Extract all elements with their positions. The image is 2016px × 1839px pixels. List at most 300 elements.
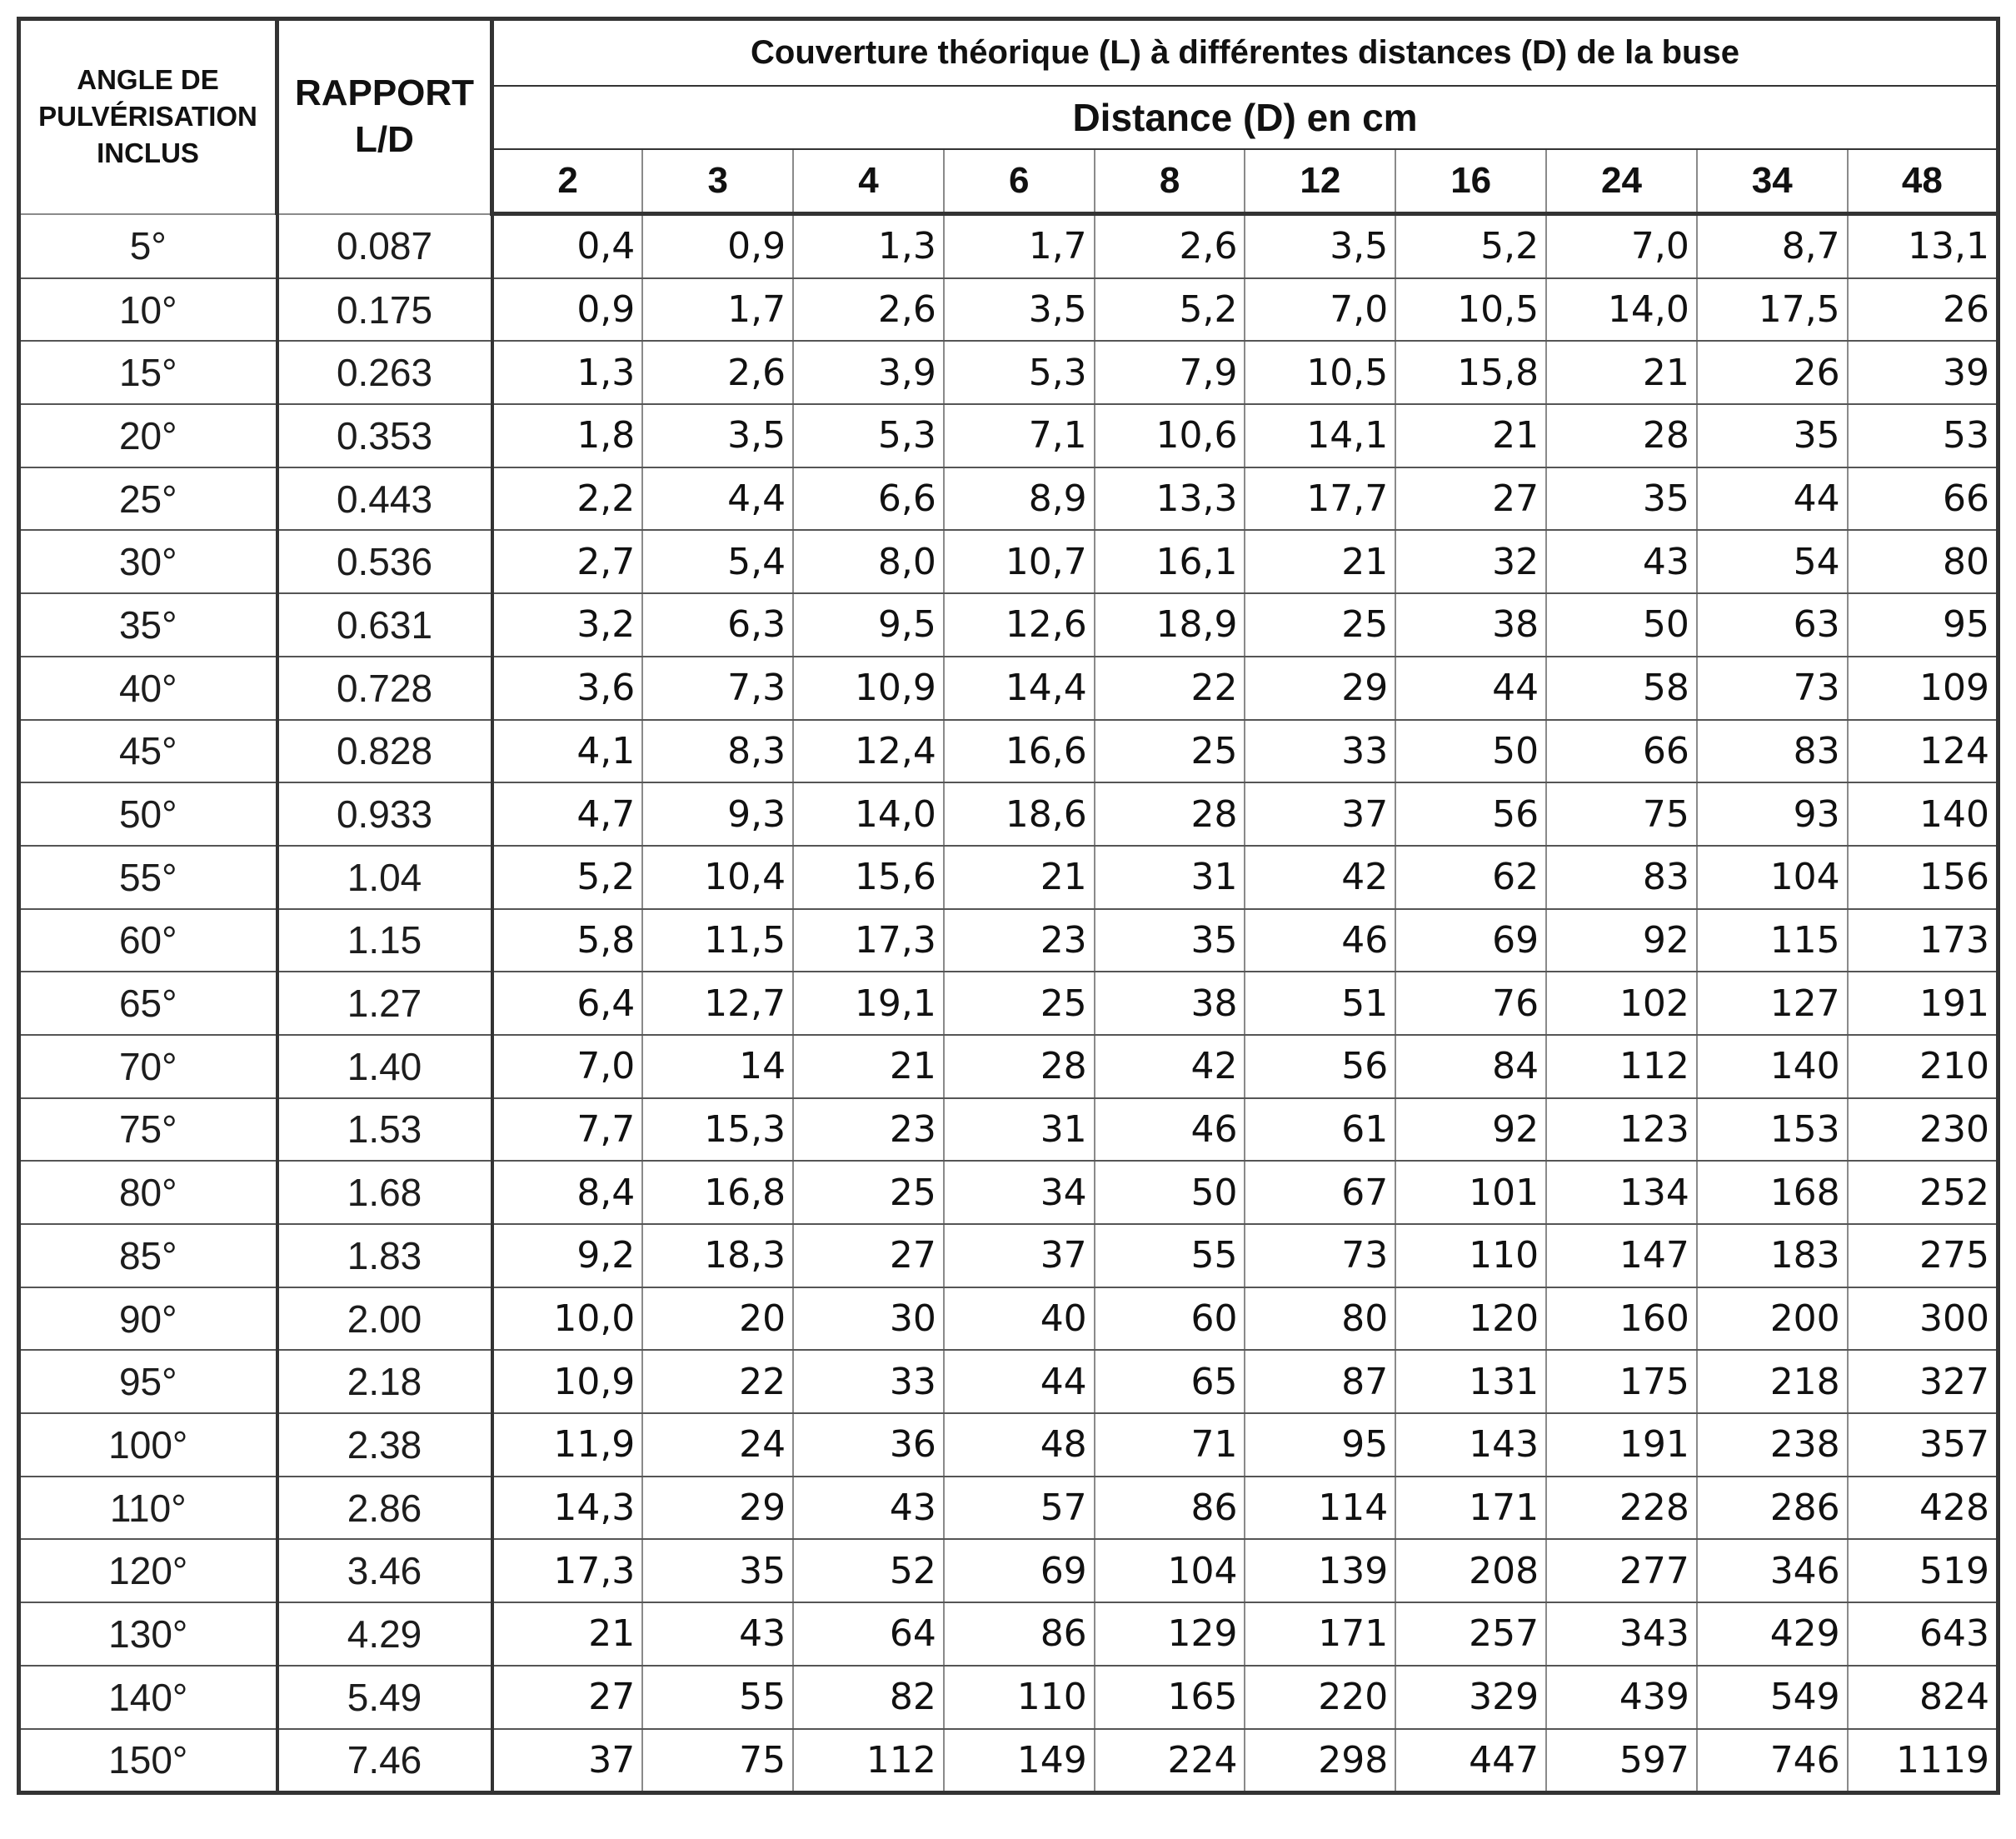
coverage-cell: 42 — [1245, 846, 1395, 909]
coverage-cell: 33 — [793, 1350, 944, 1413]
angle-cell: 80° — [19, 1161, 277, 1224]
coverage-cell: 53 — [1848, 404, 1999, 467]
coverage-cell: 14,1 — [1245, 404, 1395, 467]
coverage-cell: 228 — [1546, 1477, 1697, 1540]
coverage-cell: 12,6 — [944, 593, 1095, 657]
coverage-cell: 44 — [1697, 467, 1848, 531]
coverage-cell: 9,5 — [793, 593, 944, 657]
coverage-cell: 27 — [793, 1224, 944, 1287]
distance-header-cell: 3 — [642, 149, 793, 214]
table-row — [19, 1666, 1999, 1729]
coverage-cell: 4,4 — [642, 467, 793, 531]
coverage-cell: 28 — [944, 1035, 1095, 1098]
coverage-cell: 147 — [1546, 1224, 1697, 1287]
coverage-cell: 3,2 — [492, 593, 643, 657]
coverage-cell: 95 — [1848, 593, 1999, 657]
coverage-cell: 64 — [793, 1602, 944, 1666]
coverage-cell: 447 — [1395, 1729, 1546, 1793]
coverage-table-container — [17, 17, 1996, 1795]
angle-cell: 45° — [19, 720, 277, 783]
coverage-cell: 15,3 — [642, 1098, 793, 1162]
angle-cell: 15° — [19, 341, 277, 404]
ratio-cell: 0.443 — [277, 467, 492, 531]
coverage-cell: 277 — [1546, 1539, 1697, 1602]
coverage-cell: 746 — [1697, 1729, 1848, 1793]
coverage-cell: 22 — [1095, 657, 1245, 720]
coverage-cell: 55 — [642, 1666, 793, 1729]
coverage-cell: 57 — [944, 1477, 1095, 1540]
table-row — [19, 1098, 1999, 1162]
ratio-cell: 1.83 — [277, 1224, 492, 1287]
coverage-cell: 439 — [1546, 1666, 1697, 1729]
coverage-cell: 18,6 — [944, 782, 1095, 846]
coverage-cell: 8,7 — [1697, 214, 1848, 278]
distance-header-cell: 34 — [1697, 149, 1848, 214]
coverage-cell: 171 — [1395, 1477, 1546, 1540]
coverage-cell: 40 — [944, 1287, 1095, 1351]
ratio-cell: 2.86 — [277, 1477, 492, 1540]
coverage-cell: 298 — [1245, 1729, 1395, 1793]
spray-coverage-table — [17, 17, 2000, 1795]
coverage-cell: 31 — [944, 1098, 1095, 1162]
coverage-cell: 44 — [944, 1350, 1095, 1413]
coverage-cell: 16,1 — [1095, 530, 1245, 593]
coverage-cell: 7,0 — [1245, 278, 1395, 342]
coverage-cell: 67 — [1245, 1161, 1395, 1224]
coverage-cell: 16,8 — [642, 1161, 793, 1224]
coverage-cell: 26 — [1697, 341, 1848, 404]
coverage-cell: 252 — [1848, 1161, 1999, 1224]
ratio-cell: 7.46 — [277, 1729, 492, 1793]
coverage-cell: 83 — [1546, 846, 1697, 909]
table-row — [19, 1161, 1999, 1224]
coverage-cell: 2,6 — [1095, 214, 1245, 278]
coverage-cell: 286 — [1697, 1477, 1848, 1540]
ratio-cell: 1.68 — [277, 1161, 492, 1224]
coverage-cell: 44 — [1395, 657, 1546, 720]
angle-cell: 55° — [19, 846, 277, 909]
coverage-cell: 29 — [642, 1477, 793, 1540]
table-row — [19, 467, 1999, 531]
coverage-cell: 14,0 — [793, 782, 944, 846]
coverage-cell: 50 — [1395, 720, 1546, 783]
coverage-cell: 50 — [1546, 593, 1697, 657]
coverage-cell: 93 — [1697, 782, 1848, 846]
ratio-cell: 5.49 — [277, 1666, 492, 1729]
table-row — [19, 530, 1999, 593]
coverage-cell: 220 — [1245, 1666, 1395, 1729]
distance-header-cell: 6 — [944, 149, 1095, 214]
coverage-cell: 2,7 — [492, 530, 643, 593]
coverage-cell: 153 — [1697, 1098, 1848, 1162]
coverage-cell: 191 — [1546, 1413, 1697, 1477]
coverage-cell: 8,9 — [944, 467, 1095, 531]
coverage-cell: 21 — [1546, 341, 1697, 404]
coverage-cell: 25 — [793, 1161, 944, 1224]
coverage-cell: 7,0 — [1546, 214, 1697, 278]
coverage-cell: 9,2 — [492, 1224, 643, 1287]
coverage-cell: 51 — [1245, 972, 1395, 1035]
angle-cell: 90° — [19, 1287, 277, 1351]
table-row — [19, 278, 1999, 342]
coverage-cell: 8,3 — [642, 720, 793, 783]
coverage-cell: 5,3 — [944, 341, 1095, 404]
table-row — [19, 1477, 1999, 1540]
coverage-cell: 329 — [1395, 1666, 1546, 1729]
coverage-cell: 5,8 — [492, 909, 643, 972]
coverage-cell: 65 — [1095, 1350, 1245, 1413]
table-row — [19, 1602, 1999, 1666]
coverage-cell: 1,7 — [944, 214, 1095, 278]
angle-cell: 120° — [19, 1539, 277, 1602]
coverage-cell: 5,2 — [1095, 278, 1245, 342]
angle-cell: 30° — [19, 530, 277, 593]
coverage-cell: 127 — [1697, 972, 1848, 1035]
coverage-cell: 1119 — [1848, 1729, 1999, 1793]
coverage-cell: 37 — [492, 1729, 643, 1793]
coverage-cell: 14 — [642, 1035, 793, 1098]
distance-header-cell: 48 — [1848, 149, 1999, 214]
coverage-cell: 191 — [1848, 972, 1999, 1035]
coverage-cell: 36 — [793, 1413, 944, 1477]
coverage-cell: 429 — [1697, 1602, 1848, 1666]
ratio-cell: 0.828 — [277, 720, 492, 783]
angle-cell: 130° — [19, 1602, 277, 1666]
coverage-cell: 21 — [944, 846, 1095, 909]
angle-cell: 50° — [19, 782, 277, 846]
table-row — [19, 1035, 1999, 1098]
coverage-cell: 46 — [1095, 1098, 1245, 1162]
coverage-cell: 549 — [1697, 1666, 1848, 1729]
coverage-cell: 21 — [793, 1035, 944, 1098]
coverage-cell: 112 — [793, 1729, 944, 1793]
coverage-cell: 110 — [1395, 1224, 1546, 1287]
coverage-cell: 10,5 — [1395, 278, 1546, 342]
ratio-cell: 3.46 — [277, 1539, 492, 1602]
angle-cell: 85° — [19, 1224, 277, 1287]
coverage-cell: 69 — [1395, 909, 1546, 972]
angle-cell: 40° — [19, 657, 277, 720]
coverage-cell: 17,7 — [1245, 467, 1395, 531]
ratio-cell: 0.728 — [277, 657, 492, 720]
coverage-cell: 56 — [1245, 1035, 1395, 1098]
coverage-cell: 5,2 — [492, 846, 643, 909]
table-header — [19, 19, 1999, 214]
coverage-cell: 43 — [642, 1602, 793, 1666]
coverage-cell: 92 — [1546, 909, 1697, 972]
coverage-cell: 19,1 — [793, 972, 944, 1035]
angle-cell: 5° — [19, 214, 277, 278]
coverage-cell: 38 — [1395, 593, 1546, 657]
coverage-cell: 37 — [944, 1224, 1095, 1287]
coverage-cell: 1,3 — [492, 341, 643, 404]
coverage-cell: 80 — [1848, 530, 1999, 593]
ratio-cell: 1.40 — [277, 1035, 492, 1098]
coverage-cell: 102 — [1546, 972, 1697, 1035]
coverage-cell: 6,6 — [793, 467, 944, 531]
distance-header-cell: 4 — [793, 149, 944, 214]
table-row — [19, 1413, 1999, 1477]
coverage-cell: 66 — [1848, 467, 1999, 531]
angle-cell: 65° — [19, 972, 277, 1035]
table-row — [19, 1539, 1999, 1602]
coverage-cell: 73 — [1697, 657, 1848, 720]
coverage-cell: 23 — [793, 1098, 944, 1162]
coverage-cell: 824 — [1848, 1666, 1999, 1729]
coverage-cell: 63 — [1697, 593, 1848, 657]
coverage-cell: 300 — [1848, 1287, 1999, 1351]
coverage-cell: 112 — [1546, 1035, 1697, 1098]
coverage-cell: 16,6 — [944, 720, 1095, 783]
coverage-cell: 52 — [793, 1539, 944, 1602]
coverage-cell: 80 — [1245, 1287, 1395, 1351]
coverage-cell: 5,3 — [793, 404, 944, 467]
coverage-cell: 37 — [1245, 782, 1395, 846]
coverage-cell: 75 — [642, 1729, 793, 1793]
coverage-cell: 218 — [1697, 1350, 1848, 1413]
coverage-cell: 6,3 — [642, 593, 793, 657]
coverage-cell: 3,9 — [793, 341, 944, 404]
coverage-cell: 208 — [1395, 1539, 1546, 1602]
angle-cell: 110° — [19, 1477, 277, 1540]
ratio-cell: 0.933 — [277, 782, 492, 846]
coverage-cell: 1,3 — [793, 214, 944, 278]
angle-cell: 35° — [19, 593, 277, 657]
coverage-cell: 2,2 — [492, 467, 643, 531]
table-row — [19, 593, 1999, 657]
coverage-cell: 42 — [1095, 1035, 1245, 1098]
coverage-cell: 139 — [1245, 1539, 1395, 1602]
coverage-cell: 13,1 — [1848, 214, 1999, 278]
distance-header-cell: 2 — [492, 149, 643, 214]
coverage-cell: 7,1 — [944, 404, 1095, 467]
coverage-cell: 31 — [1095, 846, 1245, 909]
coverage-cell: 62 — [1395, 846, 1546, 909]
coverage-cell: 200 — [1697, 1287, 1848, 1351]
ratio-cell: 0.087 — [277, 214, 492, 278]
coverage-cell: 175 — [1546, 1350, 1697, 1413]
table-row — [19, 782, 1999, 846]
coverage-cell: 35 — [1697, 404, 1848, 467]
coverage-cell: 28 — [1095, 782, 1245, 846]
coverage-cell: 238 — [1697, 1413, 1848, 1477]
ratio-cell: 1.15 — [277, 909, 492, 972]
coverage-cell: 8,4 — [492, 1161, 643, 1224]
table-row — [19, 1729, 1999, 1793]
ratio-cell: 0.175 — [277, 278, 492, 342]
coverage-cell: 27 — [492, 1666, 643, 1729]
angle-cell: 100° — [19, 1413, 277, 1477]
coverage-cell: 38 — [1095, 972, 1245, 1035]
coverage-cell: 428 — [1848, 1477, 1999, 1540]
coverage-cell: 71 — [1095, 1413, 1245, 1477]
coverage-cell: 48 — [944, 1413, 1095, 1477]
coverage-cell: 156 — [1848, 846, 1999, 909]
coverage-cell: 21 — [492, 1602, 643, 1666]
coverage-cell: 140 — [1848, 782, 1999, 846]
distance-title: Distance (D) en cm — [492, 86, 1999, 149]
ratio-cell: 2.38 — [277, 1413, 492, 1477]
coverage-cell: 149 — [944, 1729, 1095, 1793]
coverage-cell: 76 — [1395, 972, 1546, 1035]
coverage-cell: 14,0 — [1546, 278, 1697, 342]
ratio-cell: 1.27 — [277, 972, 492, 1035]
coverage-cell: 43 — [793, 1477, 944, 1540]
coverage-cell: 84 — [1395, 1035, 1546, 1098]
table-row — [19, 1350, 1999, 1413]
ratio-cell: 4.29 — [277, 1602, 492, 1666]
coverage-cell: 15,8 — [1395, 341, 1546, 404]
table-row — [19, 909, 1999, 972]
coverage-cell: 23 — [944, 909, 1095, 972]
table-row — [19, 214, 1999, 278]
ratio-cell: 0.353 — [277, 404, 492, 467]
coverage-cell: 10,0 — [492, 1287, 643, 1351]
coverage-cell: 10,5 — [1245, 341, 1395, 404]
angle-cell: 60° — [19, 909, 277, 972]
ratio-cell: 2.18 — [277, 1350, 492, 1413]
coverage-cell: 124 — [1848, 720, 1999, 783]
coverage-cell: 519 — [1848, 1539, 1999, 1602]
coverage-cell: 140 — [1697, 1035, 1848, 1098]
coverage-cell: 327 — [1848, 1350, 1999, 1413]
coverage-cell: 5,2 — [1395, 214, 1546, 278]
coverage-cell: 86 — [944, 1602, 1095, 1666]
table-row — [19, 972, 1999, 1035]
coverage-cell: 22 — [642, 1350, 793, 1413]
coverage-cell: 4,7 — [492, 782, 643, 846]
coverage-cell: 34 — [944, 1161, 1095, 1224]
coverage-cell: 10,7 — [944, 530, 1095, 593]
coverage-cell: 58 — [1546, 657, 1697, 720]
angle-cell: 150° — [19, 1729, 277, 1793]
coverage-cell: 6,4 — [492, 972, 643, 1035]
coverage-cell: 28 — [1546, 404, 1697, 467]
coverage-cell: 50 — [1095, 1161, 1245, 1224]
coverage-cell: 10,4 — [642, 846, 793, 909]
coverage-cell: 56 — [1395, 782, 1546, 846]
coverage-cell: 210 — [1848, 1035, 1999, 1098]
coverage-cell: 10,9 — [492, 1350, 643, 1413]
table-row — [19, 1224, 1999, 1287]
coverage-cell: 61 — [1245, 1098, 1395, 1162]
distance-header-cell: 24 — [1546, 149, 1697, 214]
coverage-cell: 275 — [1848, 1224, 1999, 1287]
coverage-cell: 3,5 — [944, 278, 1095, 342]
coverage-cell: 131 — [1395, 1350, 1546, 1413]
coverage-cell: 32 — [1395, 530, 1546, 593]
coverage-cell: 1,8 — [492, 404, 643, 467]
coverage-cell: 75 — [1546, 782, 1697, 846]
coverage-cell: 114 — [1245, 1477, 1395, 1540]
coverage-cell: 343 — [1546, 1602, 1697, 1666]
coverage-cell: 109 — [1848, 657, 1999, 720]
coverage-cell: 29 — [1245, 657, 1395, 720]
table-body — [19, 214, 1999, 1793]
coverage-cell: 160 — [1546, 1287, 1697, 1351]
distance-header-cell: 8 — [1095, 149, 1245, 214]
coverage-cell: 17,3 — [492, 1539, 643, 1602]
coverage-cell: 54 — [1697, 530, 1848, 593]
angle-cell: 95° — [19, 1350, 277, 1413]
coverage-cell: 224 — [1095, 1729, 1245, 1793]
coverage-cell: 25 — [944, 972, 1095, 1035]
coverage-cell: 597 — [1546, 1729, 1697, 1793]
coverage-cell: 173 — [1848, 909, 1999, 972]
angle-column-header: ANGLE DE PULVÉRISATION INCLUS — [19, 19, 277, 214]
distance-header-cell: 16 — [1395, 149, 1546, 214]
table-row — [19, 1287, 1999, 1351]
table-row — [19, 657, 1999, 720]
coverage-cell: 82 — [793, 1666, 944, 1729]
coverage-cell: 10,9 — [793, 657, 944, 720]
coverage-cell: 83 — [1697, 720, 1848, 783]
coverage-cell: 357 — [1848, 1413, 1999, 1477]
coverage-cell: 92 — [1395, 1098, 1546, 1162]
coverage-cell: 87 — [1245, 1350, 1395, 1413]
coverage-cell: 39 — [1848, 341, 1999, 404]
coverage-cell: 10,6 — [1095, 404, 1245, 467]
coverage-cell: 27 — [1395, 467, 1546, 531]
coverage-cell: 35 — [1095, 909, 1245, 972]
coverage-cell: 0,9 — [642, 214, 793, 278]
coverage-cell: 104 — [1697, 846, 1848, 909]
coverage-cell: 5,4 — [642, 530, 793, 593]
coverage-cell: 17,3 — [793, 909, 944, 972]
coverage-cell: 66 — [1546, 720, 1697, 783]
coverage-cell: 104 — [1095, 1539, 1245, 1602]
coverage-cell: 33 — [1245, 720, 1395, 783]
coverage-cell: 183 — [1697, 1224, 1848, 1287]
coverage-cell: 60 — [1095, 1287, 1245, 1351]
coverage-cell: 15,6 — [793, 846, 944, 909]
ratio-column-header: RAPPORT L/D — [277, 19, 492, 214]
coverage-cell: 43 — [1546, 530, 1697, 593]
coverage-cell: 257 — [1395, 1602, 1546, 1666]
coverage-cell: 24 — [642, 1413, 793, 1477]
coverage-cell: 25 — [1245, 593, 1395, 657]
coverage-cell: 165 — [1095, 1666, 1245, 1729]
coverage-cell: 129 — [1095, 1602, 1245, 1666]
coverage-cell: 3,5 — [642, 404, 793, 467]
coverage-cell: 25 — [1095, 720, 1245, 783]
coverage-title: Couverture théorique (L) à différentes distances (D) de la buse — [492, 19, 1999, 87]
coverage-cell: 7,3 — [642, 657, 793, 720]
coverage-cell: 115 — [1697, 909, 1848, 972]
coverage-cell: 26 — [1848, 278, 1999, 342]
table-row — [19, 341, 1999, 404]
coverage-cell: 12,4 — [793, 720, 944, 783]
table-row — [19, 720, 1999, 783]
coverage-cell: 11,9 — [492, 1413, 643, 1477]
angle-cell: 25° — [19, 467, 277, 531]
angle-cell: 10° — [19, 278, 277, 342]
coverage-cell: 1,7 — [642, 278, 793, 342]
table-row — [19, 404, 1999, 467]
coverage-cell: 4,1 — [492, 720, 643, 783]
coverage-cell: 18,9 — [1095, 593, 1245, 657]
coverage-cell: 2,6 — [793, 278, 944, 342]
coverage-cell: 643 — [1848, 1602, 1999, 1666]
coverage-cell: 46 — [1245, 909, 1395, 972]
ratio-cell: 2.00 — [277, 1287, 492, 1351]
angle-cell: 20° — [19, 404, 277, 467]
coverage-cell: 230 — [1848, 1098, 1999, 1162]
coverage-cell: 3,6 — [492, 657, 643, 720]
coverage-cell: 35 — [1546, 467, 1697, 531]
coverage-cell: 14,4 — [944, 657, 1095, 720]
coverage-cell: 171 — [1245, 1602, 1395, 1666]
